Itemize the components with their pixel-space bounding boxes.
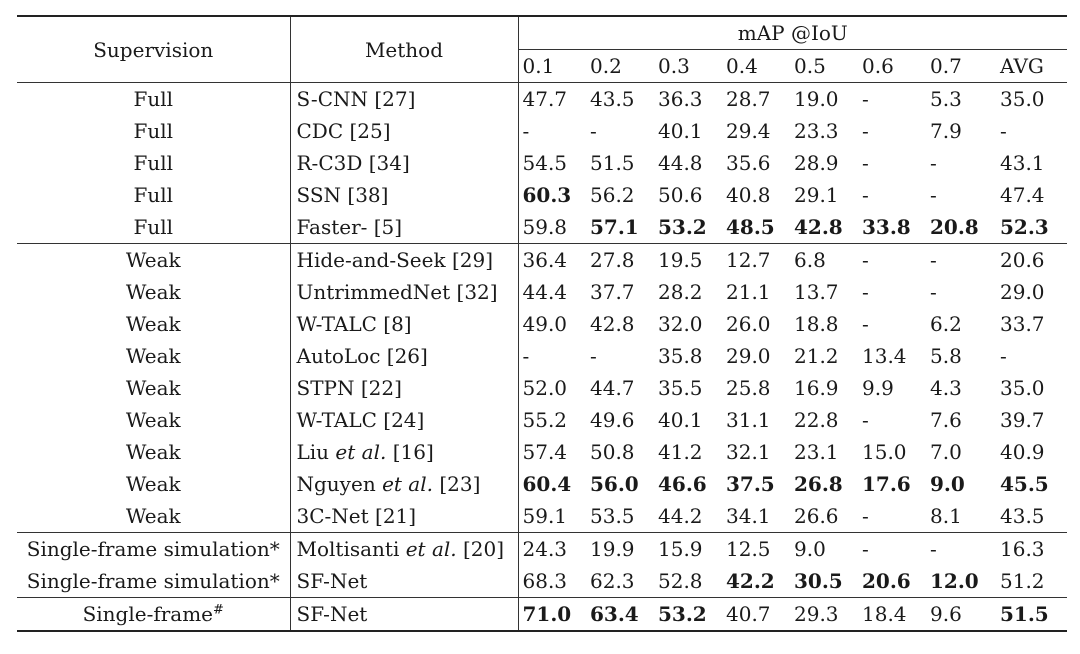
value-cell: 44.2 <box>658 504 703 528</box>
value-cell: 16.3 <box>994 533 1067 566</box>
results-table-body <box>17 83 1067 632</box>
value-cell: 62.3 <box>590 569 635 593</box>
value-cell: - <box>862 408 869 432</box>
value-cell: - <box>522 344 530 368</box>
method-header: Method <box>290 16 518 83</box>
value-cell: - <box>590 344 597 368</box>
value-cell: 39.7 <box>1000 408 1045 432</box>
value-cell: 51.5 <box>590 151 635 175</box>
value-cell: 52.3 <box>1000 215 1049 239</box>
value-cell: 26.8 <box>794 472 843 496</box>
threshold-header-3: 0.4 <box>722 50 790 83</box>
value-cell: 40.7 <box>722 598 790 632</box>
value-cell: 52.0 <box>522 376 568 400</box>
value-cell: 7.0 <box>930 440 962 464</box>
value-cell: 52.8 <box>658 569 703 593</box>
value-cell: 42.2 <box>726 569 775 593</box>
value-cell: 44.7 <box>590 376 635 400</box>
results-table <box>17 15 1067 632</box>
threshold-header-5: 0.6 <box>858 50 926 83</box>
supervision-cell: Single-frame simulation* <box>17 565 290 598</box>
value-cell: - <box>858 244 926 277</box>
value-cell: 35.0 <box>1000 376 1045 400</box>
value-cell: 54.5 <box>522 151 568 175</box>
table-row <box>17 244 1067 277</box>
value-cell: 15.9 <box>654 533 722 566</box>
value-cell: - <box>930 183 937 207</box>
supervision-cell: Weak <box>17 436 290 468</box>
value-cell: 20.8 <box>930 215 979 239</box>
value-cell: 28.7 <box>726 87 771 111</box>
value-cell: 29.0 <box>726 344 771 368</box>
supervision-cell: Weak <box>17 276 290 308</box>
value-cell: 40.9 <box>1000 440 1045 464</box>
value-cell: 9.9 <box>862 376 894 400</box>
value-cell: 9.6 <box>926 598 994 632</box>
value-cell: 18.8 <box>794 312 839 336</box>
method-cell: Nguyen et al. [23] <box>290 468 518 500</box>
value-cell: 48.5 <box>726 215 775 239</box>
value-cell: 32.1 <box>726 440 771 464</box>
value-cell: 63.4 <box>586 598 654 632</box>
supervision-cell: Full <box>17 147 290 179</box>
method-cell: SSN [38] <box>290 179 518 211</box>
supervision-cell: Single-frame# <box>17 598 290 632</box>
value-cell: 25.8 <box>726 376 771 400</box>
table-row <box>17 276 1067 308</box>
value-cell: - <box>1000 119 1007 143</box>
value-cell: 51.2 <box>1000 569 1045 593</box>
value-cell: 17.6 <box>862 472 911 496</box>
method-cell: Hide-and-Seek [29] <box>290 244 518 277</box>
value-cell: 31.1 <box>726 408 771 432</box>
value-cell: 16.9 <box>794 376 839 400</box>
value-cell: 40.8 <box>726 183 771 207</box>
value-cell: 49.6 <box>590 408 635 432</box>
value-cell: 5.8 <box>930 344 962 368</box>
results-table-container <box>17 15 1067 632</box>
table-row <box>17 211 1067 244</box>
value-cell: 56.2 <box>590 183 635 207</box>
table-row <box>17 436 1067 468</box>
value-cell: 24.3 <box>518 533 586 566</box>
threshold-header-1: 0.2 <box>586 50 654 83</box>
threshold-header-7: AVG <box>994 50 1067 83</box>
method-cell: 3C-Net [21] <box>290 500 518 533</box>
value-cell: 19.5 <box>654 244 722 277</box>
method-cell: Moltisanti et al. [20] <box>290 533 518 566</box>
table-row <box>17 500 1067 533</box>
supervision-cell: Weak <box>17 308 290 340</box>
value-cell: 45.5 <box>1000 472 1049 496</box>
threshold-header-4: 0.5 <box>790 50 858 83</box>
value-cell: - <box>1000 344 1007 368</box>
table-row <box>17 404 1067 436</box>
value-cell: - <box>862 280 869 304</box>
value-cell: 49.0 <box>522 312 568 336</box>
value-cell: 53.5 <box>590 504 635 528</box>
value-cell: 47.4 <box>1000 183 1045 207</box>
table-row <box>17 308 1067 340</box>
method-cell: STPN [22] <box>290 372 518 404</box>
method-cell: Liu et al. [16] <box>290 436 518 468</box>
table-row <box>17 533 1067 566</box>
value-cell: 5.3 <box>930 87 962 111</box>
value-cell: 56.0 <box>590 472 639 496</box>
value-cell: 37.5 <box>726 472 775 496</box>
supervision-cell: Weak <box>17 468 290 500</box>
method-cell: Faster- [5] <box>290 211 518 244</box>
method-cell: CDC [25] <box>290 115 518 147</box>
table-row <box>17 147 1067 179</box>
map-iou-header: mAP @IoU <box>518 16 1067 50</box>
value-cell: - <box>858 533 926 566</box>
value-cell: 59.8 <box>522 215 568 239</box>
value-cell: - <box>930 280 937 304</box>
method-cell: SF-Net <box>290 598 518 632</box>
value-cell: 53.2 <box>654 598 722 632</box>
value-cell: 30.5 <box>794 569 843 593</box>
value-cell: 28.2 <box>658 280 703 304</box>
table-row <box>17 598 1067 632</box>
value-cell: 35.5 <box>658 376 703 400</box>
value-cell: 60.4 <box>522 472 572 496</box>
value-cell: 34.1 <box>726 504 771 528</box>
value-cell: 42.8 <box>590 312 635 336</box>
value-cell: 51.5 <box>994 598 1067 632</box>
method-cell: UntrimmedNet [32] <box>290 276 518 308</box>
threshold-header-6: 0.7 <box>926 50 994 83</box>
value-cell: 8.1 <box>930 504 962 528</box>
value-cell: 9.0 <box>930 472 965 496</box>
value-cell: 37.7 <box>590 280 635 304</box>
value-cell: - <box>862 119 869 143</box>
supervision-cell: Weak <box>17 372 290 404</box>
value-cell: 20.6 <box>862 569 911 593</box>
value-cell: 60.3 <box>522 183 572 207</box>
supervision-cell: Weak <box>17 244 290 277</box>
value-cell: - <box>862 87 869 111</box>
supervision-cell: Single-frame simulation* <box>17 533 290 566</box>
value-cell: 29.0 <box>1000 280 1045 304</box>
value-cell: 4.3 <box>930 376 962 400</box>
value-cell: 40.1 <box>658 408 703 432</box>
value-cell: - <box>862 504 869 528</box>
value-cell: 29.3 <box>790 598 858 632</box>
value-cell: - <box>862 312 869 336</box>
value-cell: 43.5 <box>590 87 635 111</box>
value-cell: 26.6 <box>794 504 839 528</box>
value-cell: 35.0 <box>1000 87 1045 111</box>
supervision-cell: Full <box>17 179 290 211</box>
supervision-cell: Weak <box>17 404 290 436</box>
value-cell: - <box>862 183 869 207</box>
value-cell: 19.0 <box>794 87 839 111</box>
threshold-header-2: 0.3 <box>654 50 722 83</box>
table-row <box>17 179 1067 211</box>
method-cell: W-TALC [8] <box>290 308 518 340</box>
value-cell: 33.7 <box>1000 312 1045 336</box>
value-cell: - <box>590 119 597 143</box>
value-cell: 47.7 <box>522 87 568 111</box>
value-cell: 12.5 <box>722 533 790 566</box>
method-cell: S-CNN [27] <box>290 83 518 116</box>
value-cell: 7.9 <box>930 119 962 143</box>
value-cell: 43.1 <box>1000 151 1045 175</box>
value-cell: 22.8 <box>794 408 839 432</box>
value-cell: 12.7 <box>722 244 790 277</box>
value-cell: 6.8 <box>790 244 858 277</box>
supervision-cell: Full <box>17 83 290 116</box>
method-cell: R-C3D [34] <box>290 147 518 179</box>
value-cell: 28.9 <box>794 151 839 175</box>
value-cell: 7.6 <box>930 408 962 432</box>
value-cell: 19.9 <box>586 533 654 566</box>
table-row <box>17 372 1067 404</box>
value-cell: 12.0 <box>930 569 979 593</box>
value-cell: - <box>926 244 994 277</box>
value-cell: - <box>930 151 937 175</box>
value-cell: 71.0 <box>518 598 586 632</box>
value-cell: 43.5 <box>1000 504 1045 528</box>
value-cell: 15.0 <box>862 440 907 464</box>
method-cell: SF-Net <box>290 565 518 598</box>
supervision-cell: Full <box>17 211 290 244</box>
value-cell: 53.2 <box>658 215 707 239</box>
value-cell: 46.6 <box>658 472 707 496</box>
supervision-cell: Full <box>17 115 290 147</box>
value-cell: 35.6 <box>726 151 771 175</box>
value-cell: 68.3 <box>522 569 568 593</box>
value-cell: 57.4 <box>522 440 568 464</box>
value-cell: 57.1 <box>590 215 639 239</box>
value-cell: 40.1 <box>658 119 703 143</box>
supervision-header: Supervision <box>17 16 290 83</box>
value-cell: 50.6 <box>658 183 703 207</box>
table-row <box>17 83 1067 116</box>
value-cell: 55.2 <box>522 408 568 432</box>
value-cell: 20.6 <box>994 244 1067 277</box>
value-cell: 36.4 <box>518 244 586 277</box>
value-cell: 36.3 <box>658 87 703 111</box>
value-cell: 13.4 <box>862 344 907 368</box>
table-row <box>17 340 1067 372</box>
header-row-top <box>17 16 1067 50</box>
value-cell: - <box>522 119 530 143</box>
supervision-cell: Weak <box>17 340 290 372</box>
table-row <box>17 115 1067 147</box>
threshold-header-0: 0.1 <box>518 50 586 83</box>
value-cell: 44.4 <box>522 280 568 304</box>
value-cell: 35.8 <box>658 344 703 368</box>
value-cell: - <box>926 533 994 566</box>
value-cell: 21.1 <box>726 280 771 304</box>
table-row <box>17 468 1067 500</box>
value-cell: 29.4 <box>726 119 771 143</box>
method-cell: AutoLoc [26] <box>290 340 518 372</box>
value-cell: 42.8 <box>794 215 843 239</box>
value-cell: 6.2 <box>930 312 962 336</box>
value-cell: 50.8 <box>590 440 635 464</box>
value-cell: 27.8 <box>586 244 654 277</box>
value-cell: 44.8 <box>658 151 703 175</box>
supervision-cell: Weak <box>17 500 290 533</box>
value-cell: - <box>862 151 869 175</box>
value-cell: 18.4 <box>858 598 926 632</box>
value-cell: 32.0 <box>658 312 703 336</box>
value-cell: 26.0 <box>726 312 771 336</box>
value-cell: 23.1 <box>794 440 839 464</box>
value-cell: 21.2 <box>794 344 839 368</box>
table-row <box>17 565 1067 598</box>
value-cell: 13.7 <box>794 280 839 304</box>
value-cell: 59.1 <box>522 504 568 528</box>
value-cell: 23.3 <box>794 119 839 143</box>
value-cell: 9.0 <box>790 533 858 566</box>
value-cell: 33.8 <box>862 215 911 239</box>
method-cell: W-TALC [24] <box>290 404 518 436</box>
value-cell: 41.2 <box>658 440 703 464</box>
value-cell: 29.1 <box>794 183 839 207</box>
